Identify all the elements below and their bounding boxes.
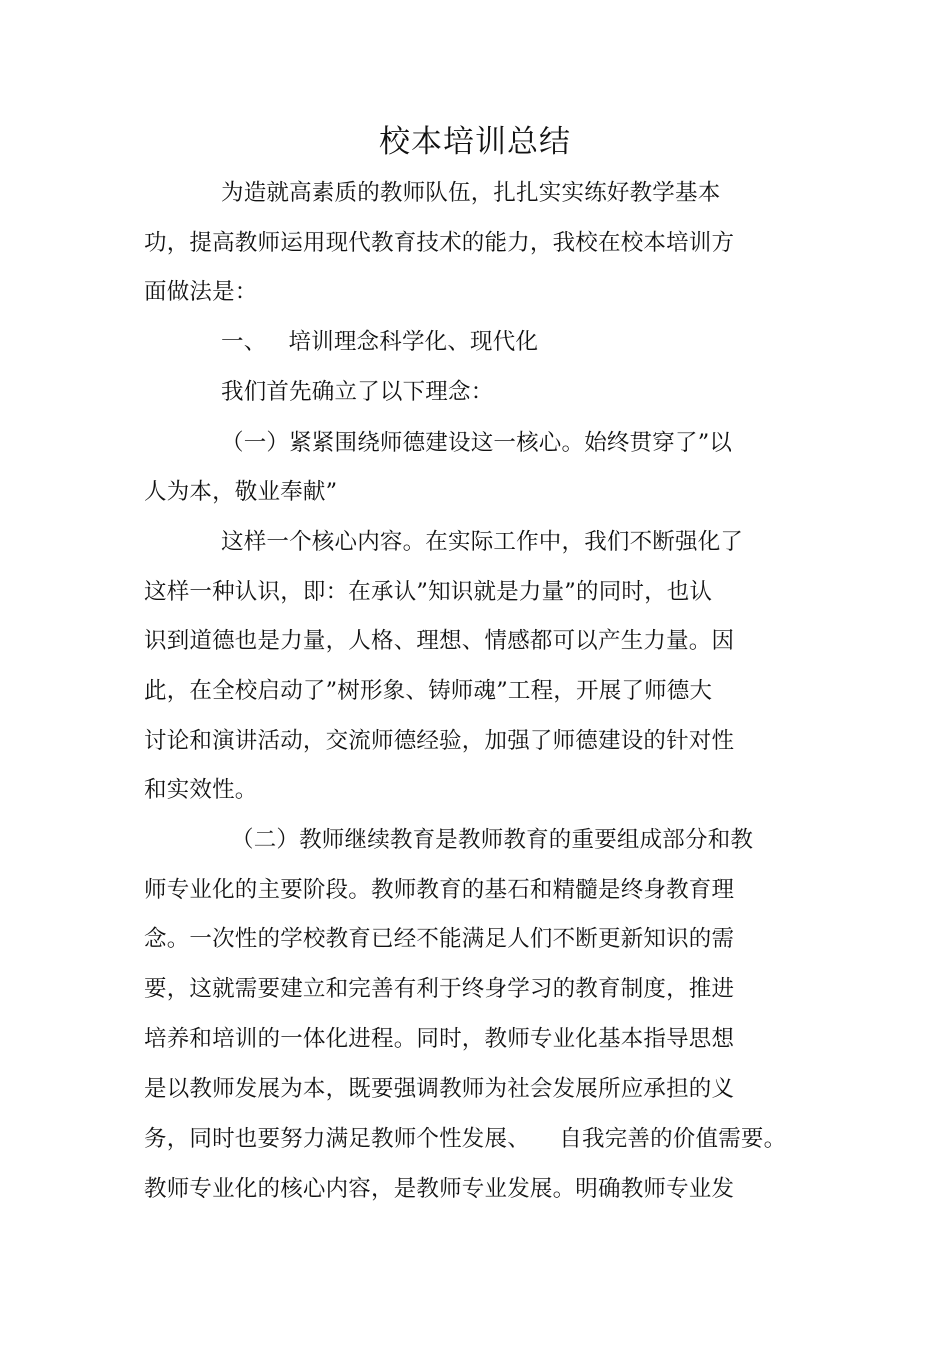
body-line: 人为本，敬业奉献” xyxy=(144,479,338,505)
subsection-line: （二）教师继续教育是教师教育的重要组成部分和教 xyxy=(231,827,754,853)
subsection-line: （一）紧紧围绕师德建设这一核心。始终贯穿了”以 xyxy=(221,430,733,456)
body-line: 培养和培训的一体化进程。同时，教师专业化基本指导思想 xyxy=(144,1026,735,1052)
body-line: 为造就高素质的教师队伍，扎扎实实练好教学基本 xyxy=(221,180,721,206)
body-line: 这样一种认识，即：在承认”知识就是力量”的同时，也认 xyxy=(144,579,713,605)
body-line: 我们首先确立了以下理念： xyxy=(221,379,494,405)
body-line: 面做法是： xyxy=(144,279,258,305)
body-line: 念。一次性的学校教育已经不能满足人们不断更新知识的需 xyxy=(144,926,735,952)
body-line: 务，同时也要努力满足教师个性发展、 自我完善的价值需要。 xyxy=(144,1126,787,1152)
body-line: 此，在全校启动了”树形象、铸师魂”工程，开展了师德大 xyxy=(144,678,713,704)
body-line: 功，提高教师运用现代教育技术的能力，我校在校本培训方 xyxy=(144,230,735,256)
section-heading: 一、 培训理念科学化、现代化 xyxy=(221,329,539,355)
body-line: 是以教师发展为本，既要强调教师为社会发展所应承担的义 xyxy=(144,1076,735,1102)
body-line: 识到道德也是力量，人格、理想、情感都可以产生力量。因 xyxy=(144,628,735,654)
body-line: 师专业化的主要阶段。教师教育的基石和精髓是终身教育理 xyxy=(144,877,735,903)
body-line: 这样一个核心内容。在实际工作中，我们不断强化了 xyxy=(221,529,744,555)
document-title: 校本培训总结 xyxy=(379,124,571,160)
body-line: 讨论和演讲活动，交流师德经验，加强了师德建设的针对性 xyxy=(144,728,735,754)
body-line: 要，这就需要建立和完善有利于终身学习的教育制度，推进 xyxy=(144,976,735,1002)
body-line: 教师专业化的核心内容，是教师专业发展。明确教师专业发 xyxy=(144,1176,735,1202)
body-line: 和实效性。 xyxy=(144,777,258,803)
